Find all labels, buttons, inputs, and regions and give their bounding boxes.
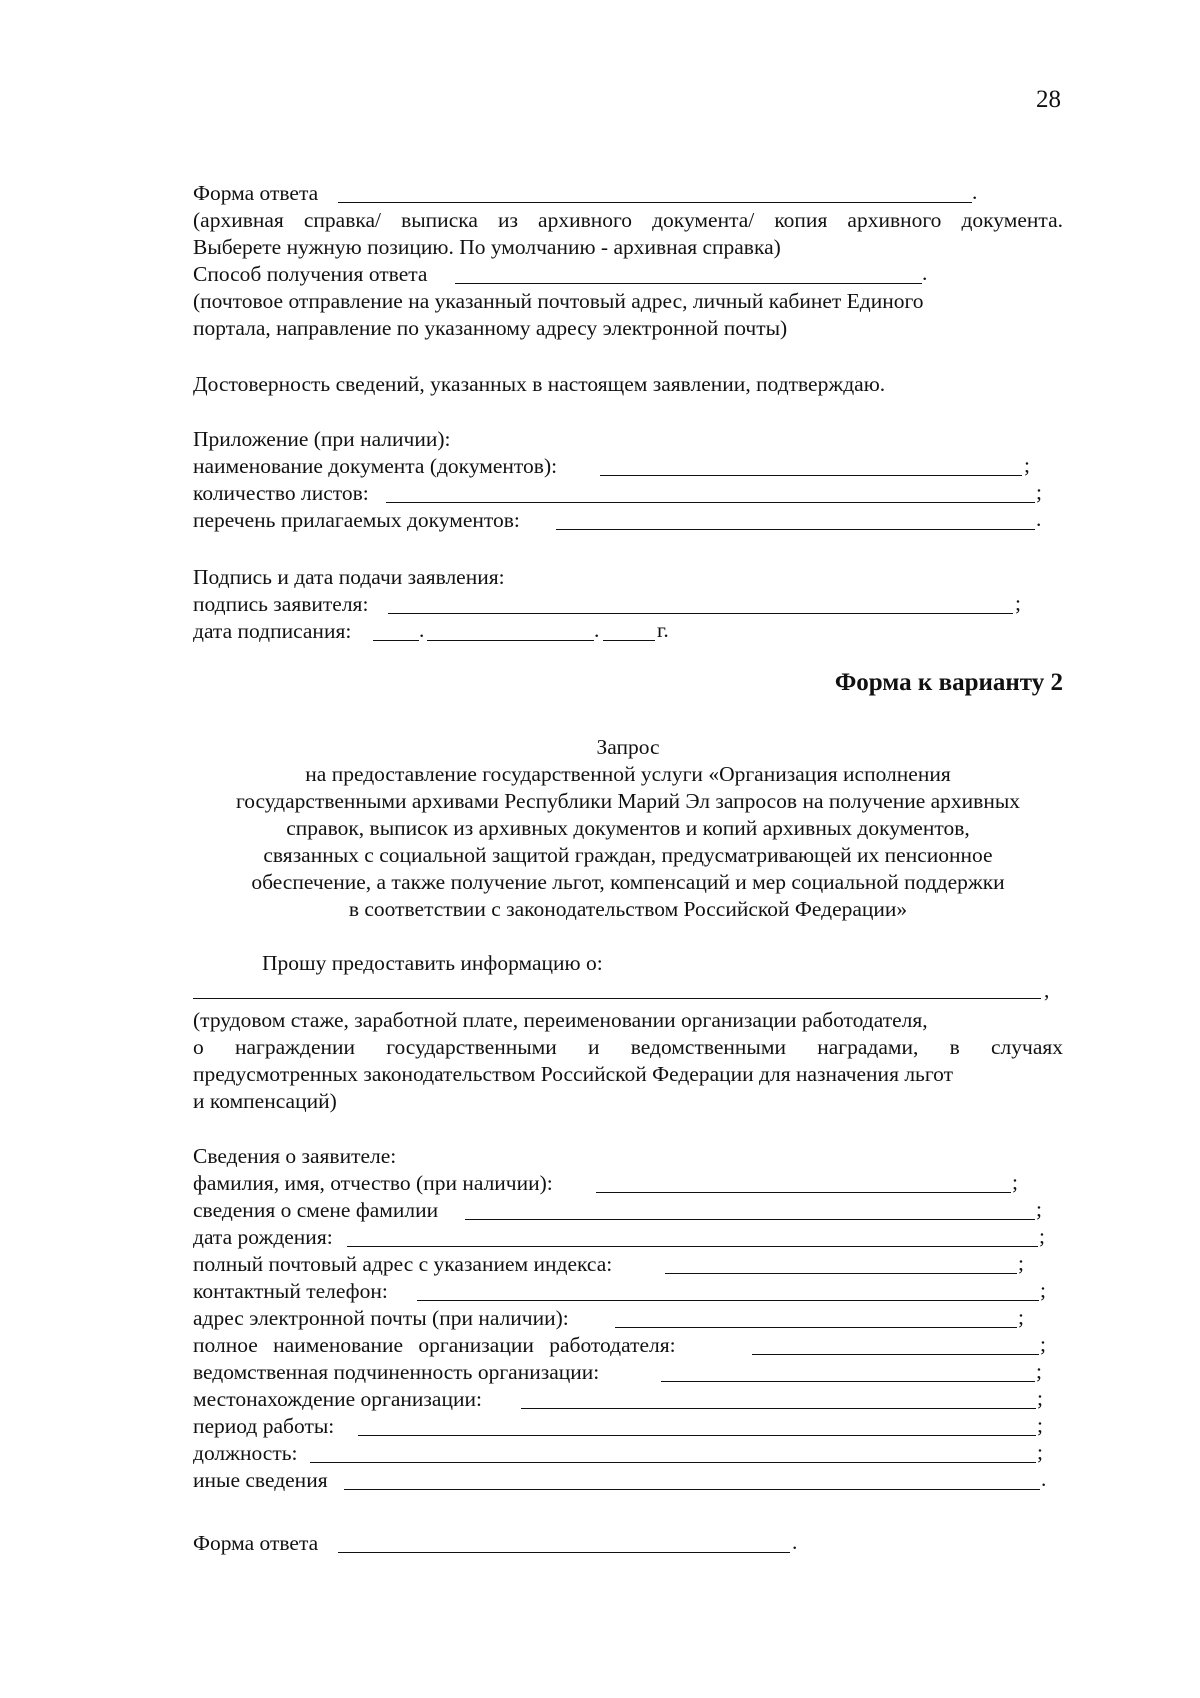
delivery-method-hint: (почтовое отправление на указанный почтовый адрес, личный кабинет Единого bbox=[193, 289, 924, 313]
punctuation: ; bbox=[1036, 1197, 1042, 1221]
form-variant-heading: Форма к варианту 2 bbox=[834, 669, 1063, 696]
request-line: обеспечение, а также получение льгот, компенсаций и мер социальной поддержки bbox=[251, 870, 1005, 894]
attachment-doc-line[interactable] bbox=[600, 475, 1022, 476]
field-label-postal-address: полный почтовый адрес с указанием индекса: bbox=[193, 1252, 613, 1276]
page-number: 28 bbox=[1036, 86, 1061, 113]
punctuation: ; bbox=[1036, 480, 1042, 504]
field-label-fio: фамилия, имя, отчество (при наличии): bbox=[193, 1171, 553, 1195]
punctuation: ; bbox=[1037, 1386, 1043, 1410]
signature-applicant-label: подпись заявителя: bbox=[193, 592, 369, 616]
field-label-email: адрес электронной почты (при наличии): bbox=[193, 1306, 569, 1330]
punctuation: . bbox=[1036, 507, 1042, 531]
delivery-method-label: Способ получения ответа bbox=[193, 262, 428, 286]
signature-day-line[interactable] bbox=[373, 640, 419, 641]
request-line: справок, выписок из архивных документов и копий архивных документов, bbox=[286, 816, 970, 840]
punctuation: ; bbox=[1036, 1359, 1042, 1383]
field-label-subordination: ведомственная подчиненность организации: bbox=[193, 1360, 600, 1384]
punctuation: ; bbox=[1037, 1413, 1043, 1437]
request-title: Запрос bbox=[596, 735, 660, 759]
field-line-org-location[interactable] bbox=[521, 1408, 1036, 1409]
field-line-subordination[interactable] bbox=[661, 1381, 1035, 1382]
info-hint: предусмотренных законодательством Российской Федерации для назначения льгот bbox=[193, 1062, 954, 1086]
field-line-surname-change[interactable] bbox=[465, 1219, 1035, 1220]
punctuation: ; bbox=[1040, 1332, 1046, 1356]
confirmation-text: Достоверность сведений, указанных в настоящем заявлении, подтверждаю. bbox=[193, 372, 886, 396]
info-hint: и компенсаций) bbox=[193, 1089, 337, 1113]
delivery-method-line[interactable] bbox=[455, 283, 922, 284]
request-line: на предоставление государственной услуги «Организация исполнения bbox=[305, 762, 951, 786]
field-label-employer-name: полное наименование организации работодателя: bbox=[193, 1333, 676, 1357]
delivery-method-hint-2: портала, направление по указанному адресу электронной почты) bbox=[193, 316, 788, 340]
field-line-email[interactable] bbox=[615, 1327, 1017, 1328]
field-line-employer-name[interactable] bbox=[752, 1354, 1039, 1355]
field-line-other-info[interactable] bbox=[344, 1489, 1040, 1490]
applicant-title: Сведения о заявителе: bbox=[193, 1144, 397, 1168]
info-request-label: Прошу предоставить информацию о: bbox=[262, 951, 603, 975]
answer-form-label-2: Форма ответа bbox=[193, 1531, 319, 1555]
punctuation: ; bbox=[1018, 1305, 1024, 1329]
answer-form-line[interactable] bbox=[338, 202, 972, 203]
punctuation: ; bbox=[1018, 1251, 1024, 1275]
punctuation: ; bbox=[1039, 1224, 1045, 1248]
attachment-sheets-line[interactable] bbox=[386, 502, 1035, 503]
request-line: государственными архивами Республики Марий Эл запросов на получение архивных bbox=[235, 789, 1021, 813]
info-request-line[interactable] bbox=[193, 998, 1041, 999]
attachment-list-label: перечень прилагаемых документов: bbox=[193, 508, 520, 532]
info-hint: о награждении государственными и ведомственными наградами, в случаях bbox=[193, 1035, 1063, 1059]
signature-applicant-line[interactable] bbox=[388, 613, 1013, 614]
field-label-org-location: местонахождение организации: bbox=[193, 1387, 482, 1411]
field-line-birth-date[interactable] bbox=[347, 1246, 1038, 1247]
request-line: связанных с социальной защитой граждан, предусматривающей их пенсионное bbox=[263, 843, 993, 867]
signature-title: Подпись и дата подачи заявления: bbox=[193, 565, 505, 589]
field-line-position[interactable] bbox=[310, 1462, 1036, 1463]
punctuation: . bbox=[419, 618, 425, 642]
attachment-list-line[interactable] bbox=[556, 529, 1035, 530]
punctuation: ; bbox=[1040, 1278, 1046, 1302]
field-label-phone: контактный телефон: bbox=[193, 1279, 388, 1303]
year-suffix: г. bbox=[657, 618, 669, 642]
punctuation: ; bbox=[1012, 1170, 1018, 1194]
signature-month-line[interactable] bbox=[427, 640, 594, 641]
punctuation: . bbox=[922, 261, 928, 285]
field-label-work-period: период работы: bbox=[193, 1414, 335, 1438]
attachment-doc-label: наименование документа (документов): bbox=[193, 454, 558, 478]
field-label-surname-change: сведения о смене фамилии bbox=[193, 1198, 439, 1222]
field-line-fio[interactable] bbox=[596, 1192, 1011, 1193]
attachment-title: Приложение (при наличии): bbox=[193, 427, 451, 451]
field-label-other-info: иные сведения bbox=[193, 1468, 328, 1492]
answer-form-label: Форма ответа bbox=[193, 181, 319, 205]
punctuation: ; bbox=[1015, 591, 1021, 615]
field-line-postal-address[interactable] bbox=[665, 1273, 1017, 1274]
punctuation: ; bbox=[1037, 1440, 1043, 1464]
punctuation: . bbox=[1041, 1467, 1047, 1491]
signature-date-label: дата подписания: bbox=[193, 619, 352, 643]
attachment-sheets-label: количество листов: bbox=[193, 481, 369, 505]
punctuation: ; bbox=[1024, 453, 1030, 477]
answer-form-hint-2: Выберете нужную позицию. По умолчанию - архивная справка) bbox=[193, 235, 781, 259]
field-line-work-period[interactable] bbox=[358, 1435, 1036, 1436]
punctuation: , bbox=[1044, 978, 1050, 1002]
answer-form-line-2[interactable] bbox=[338, 1552, 790, 1553]
punctuation: . bbox=[792, 1530, 798, 1554]
field-line-phone[interactable] bbox=[417, 1300, 1039, 1301]
punctuation: . bbox=[594, 618, 600, 642]
info-hint: (трудовом стаже, заработной плате, переименовании организации работодателя, bbox=[193, 1008, 928, 1032]
punctuation: . bbox=[972, 180, 978, 204]
answer-form-hint: (архивная справка/ выписка из архивного документа/ копия архивного документа. bbox=[193, 208, 1063, 232]
field-label-position: должность: bbox=[193, 1441, 298, 1465]
signature-year-line[interactable] bbox=[603, 640, 655, 641]
field-label-birth-date: дата рождения: bbox=[193, 1225, 333, 1249]
request-line: в соответствии с законодательством Российской Федерации» bbox=[348, 897, 908, 921]
